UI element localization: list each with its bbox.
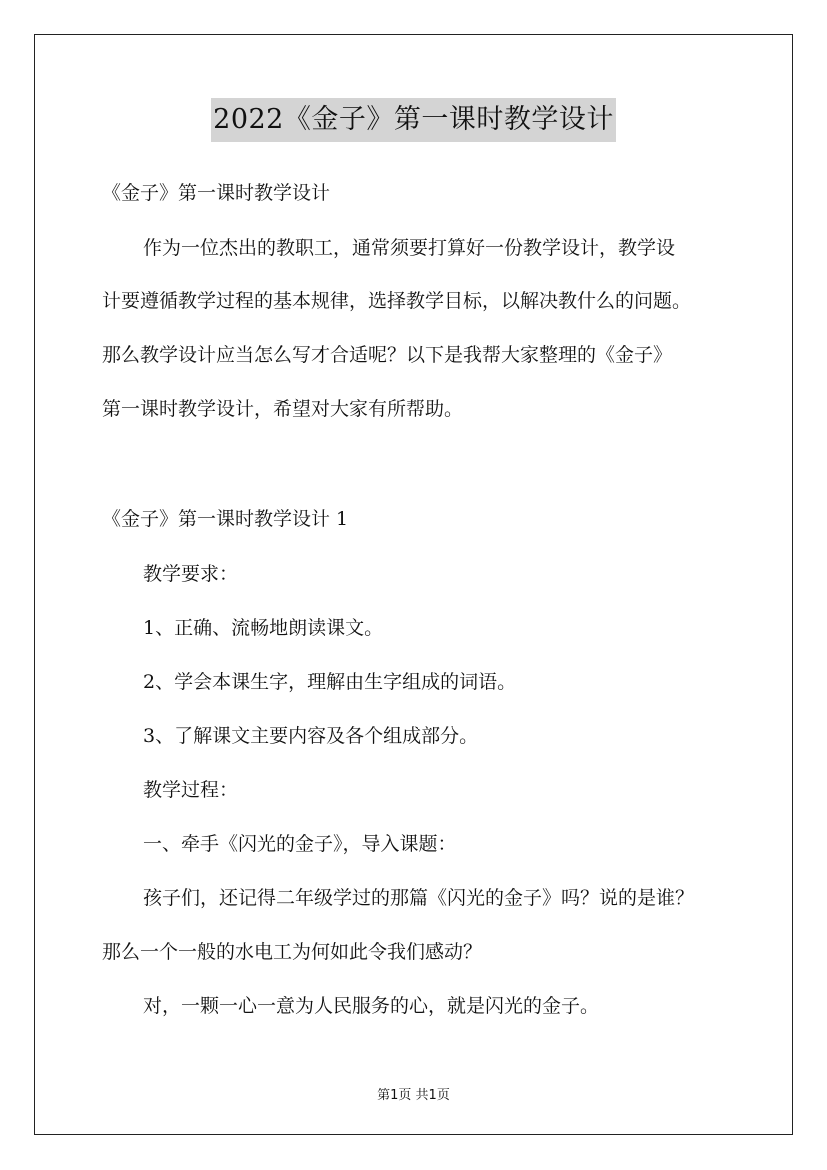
step1-para-line-2: 那么一个一般的水电工为何如此令我们感动？ xyxy=(102,941,483,963)
step1-answer: 对，一颗一心一意为人民服务的心，就是闪光的金子。 xyxy=(143,995,600,1017)
requirement-item-2: 2、学会本课生字，理解由生字组成的词语。 xyxy=(143,671,517,693)
document-title: 2022《金子》第一课时教学设计 xyxy=(211,98,616,142)
intro-line-4: 第一课时教学设计，希望对大家有所帮助。 xyxy=(102,398,464,420)
requirements-heading: 教学要求： xyxy=(143,563,239,585)
section-heading: 《金子》第一课时教学设计 1 xyxy=(102,508,349,530)
intro-line-1: 作为一位杰出的教职工，通常须要打算好一份教学设计，教学设 xyxy=(143,237,676,259)
step1-para-line-1: 孩子们，还记得二年级学过的那篇《闪光的金子》吗？说的是谁？ xyxy=(143,887,695,909)
process-heading: 教学过程： xyxy=(143,779,239,801)
title-container xyxy=(0,98,827,142)
step1-heading: 一、牵手《闪光的金子》，导入课题： xyxy=(143,833,457,855)
intro-line-3: 那么教学设计应当怎么写才合适呢？以下是我帮大家整理的《金子》 xyxy=(102,344,673,366)
intro-line-2: 计要遵循教学过程的基本规律，选择教学目标，以解决教什么的问题。 xyxy=(102,290,692,312)
requirement-item-1: 1、正确、流畅地朗读课文。 xyxy=(143,617,384,639)
subtitle: 《金子》第一课时教学设计 xyxy=(102,182,331,204)
requirement-item-3: 3、了解课文主要内容及各个组成部分。 xyxy=(143,725,479,747)
page-footer: 第1页 共1页 xyxy=(377,1088,450,1103)
